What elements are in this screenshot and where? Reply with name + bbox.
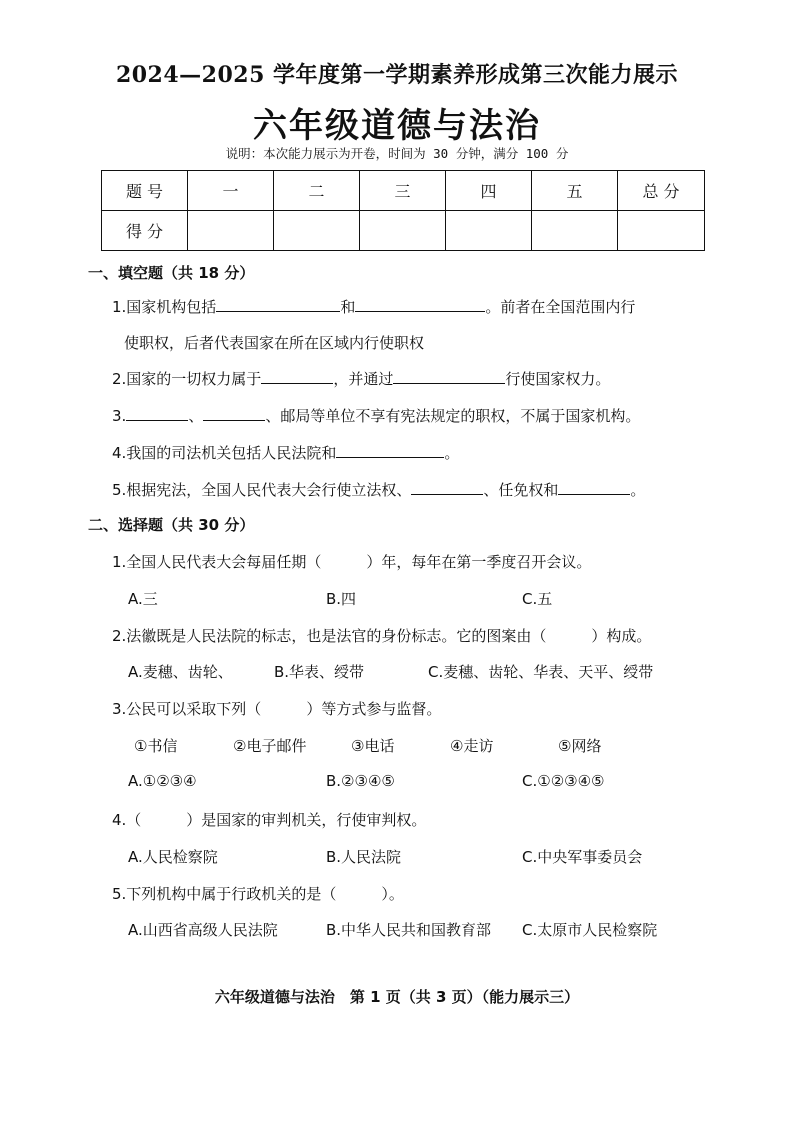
- answer-blank[interactable]: [411, 480, 483, 495]
- header-cell: 一: [188, 171, 274, 211]
- answer-blank[interactable]: [355, 297, 485, 312]
- question-choice-2: 2.法徽既是人民法院的标志，也是法官的身份标志。它的图案由（ ）构成。: [112, 627, 652, 645]
- answer-blank[interactable]: [261, 369, 333, 384]
- option-a[interactable]: A.三: [128, 590, 158, 608]
- score-label-cell: 得 分: [102, 211, 188, 251]
- answer-blank[interactable]: [336, 443, 444, 458]
- answer-blank[interactable]: [393, 369, 505, 384]
- choice-item: ②电子邮件: [233, 737, 307, 755]
- score-table-header-row: [102, 171, 705, 211]
- score-table: [101, 170, 705, 251]
- option-c[interactable]: C.太原市人民检察院: [522, 921, 658, 939]
- score-cell[interactable]: [274, 211, 360, 251]
- option-b[interactable]: B.②③④⑤: [326, 772, 395, 790]
- score-cell[interactable]: [188, 211, 274, 251]
- score-cell[interactable]: [532, 211, 618, 251]
- score-cell[interactable]: [618, 211, 705, 251]
- answer-blank[interactable]: [126, 406, 188, 421]
- header-cell: 二: [274, 171, 360, 211]
- option-c[interactable]: C.五: [522, 590, 553, 608]
- choice-item: ①书信: [134, 737, 178, 755]
- header-cell: 四: [446, 171, 532, 211]
- question-fill-2: 2.国家的一切权力属于 ，并通过 行使国家权力。: [112, 370, 611, 388]
- answer-blank[interactable]: [558, 480, 630, 495]
- question-choice-5: 5.下列机构中属于行政机关的是（ ）。: [112, 885, 404, 903]
- answer-blank[interactable]: [216, 297, 340, 312]
- option-a[interactable]: A.麦穗、齿轮、: [128, 663, 233, 681]
- exam-title: 2024—2025 学年度第一学期素养形成第三次能力展示: [115, 62, 679, 88]
- page-footer: 六年级道德与法治 第 1 页（共 3 页）（能力展示三）: [214, 988, 580, 1006]
- option-b[interactable]: B.人民法院: [326, 848, 402, 866]
- option-c[interactable]: C.①②③④⑤: [522, 772, 605, 790]
- question-fill-5: 5.根据宪法，全国人民代表大会行使立法权、 、任免权和 。: [112, 481, 646, 499]
- option-b[interactable]: B.华表、绶带: [274, 663, 365, 681]
- choice-item: ④走访: [450, 737, 494, 755]
- option-a[interactable]: A.人民检察院: [128, 848, 218, 866]
- score-table-score-row: [102, 211, 705, 251]
- option-b[interactable]: B.中华人民共和国教育部: [326, 921, 492, 939]
- exam-instructions: 说明：本次能力展示为开卷，时间为 30 分钟，满分 100 分: [225, 146, 569, 161]
- section-title: 二、选择题（共 30 分）: [88, 516, 255, 534]
- question-fill-4: 4.我国的司法机关包括人民法院和 。: [112, 444, 460, 462]
- question-choice-1: 1.全国人民代表大会每届任期（ ）年，每年在第一季度召开会议。: [112, 553, 592, 571]
- question-fill-1-cont: 使职权，后者代表国家在所在区域内行使职权: [124, 334, 425, 352]
- header-cell: 三: [360, 171, 446, 211]
- header-cell: 总 分: [618, 171, 705, 211]
- option-a[interactable]: A.①②③④: [128, 772, 197, 790]
- option-c[interactable]: C.麦穗、齿轮、华表、天平、绶带: [428, 663, 654, 681]
- option-c[interactable]: C.中央军事委员会: [522, 848, 643, 866]
- header-cell: 五: [532, 171, 618, 211]
- option-b[interactable]: B.四: [326, 590, 357, 608]
- choice-item: ③电话: [351, 737, 395, 755]
- answer-blank[interactable]: [203, 406, 265, 421]
- section-title: 一、填空题（共 18 分）: [88, 264, 255, 282]
- question-choice-4: 4.（ ）是国家的审判机关，行使审判权。: [112, 811, 427, 829]
- choice-item: ⑤网络: [558, 737, 602, 755]
- score-cell[interactable]: [360, 211, 446, 251]
- score-cell[interactable]: [446, 211, 532, 251]
- question-fill-1: 1.国家机构包括 和 。前者在全国范围内行: [112, 298, 636, 316]
- question-choice-3: 3.公民可以采取下列（ ）等方式参与监督。: [112, 700, 442, 718]
- option-a[interactable]: A.山西省高级人民法院: [128, 921, 278, 939]
- subject-title: 六年级道德与法治: [253, 106, 541, 146]
- question-fill-3: 3. 、 、邮局等单位不享有宪法规定的职权，不属于国家机构。: [112, 407, 641, 425]
- header-cell: 题 号: [102, 171, 188, 211]
